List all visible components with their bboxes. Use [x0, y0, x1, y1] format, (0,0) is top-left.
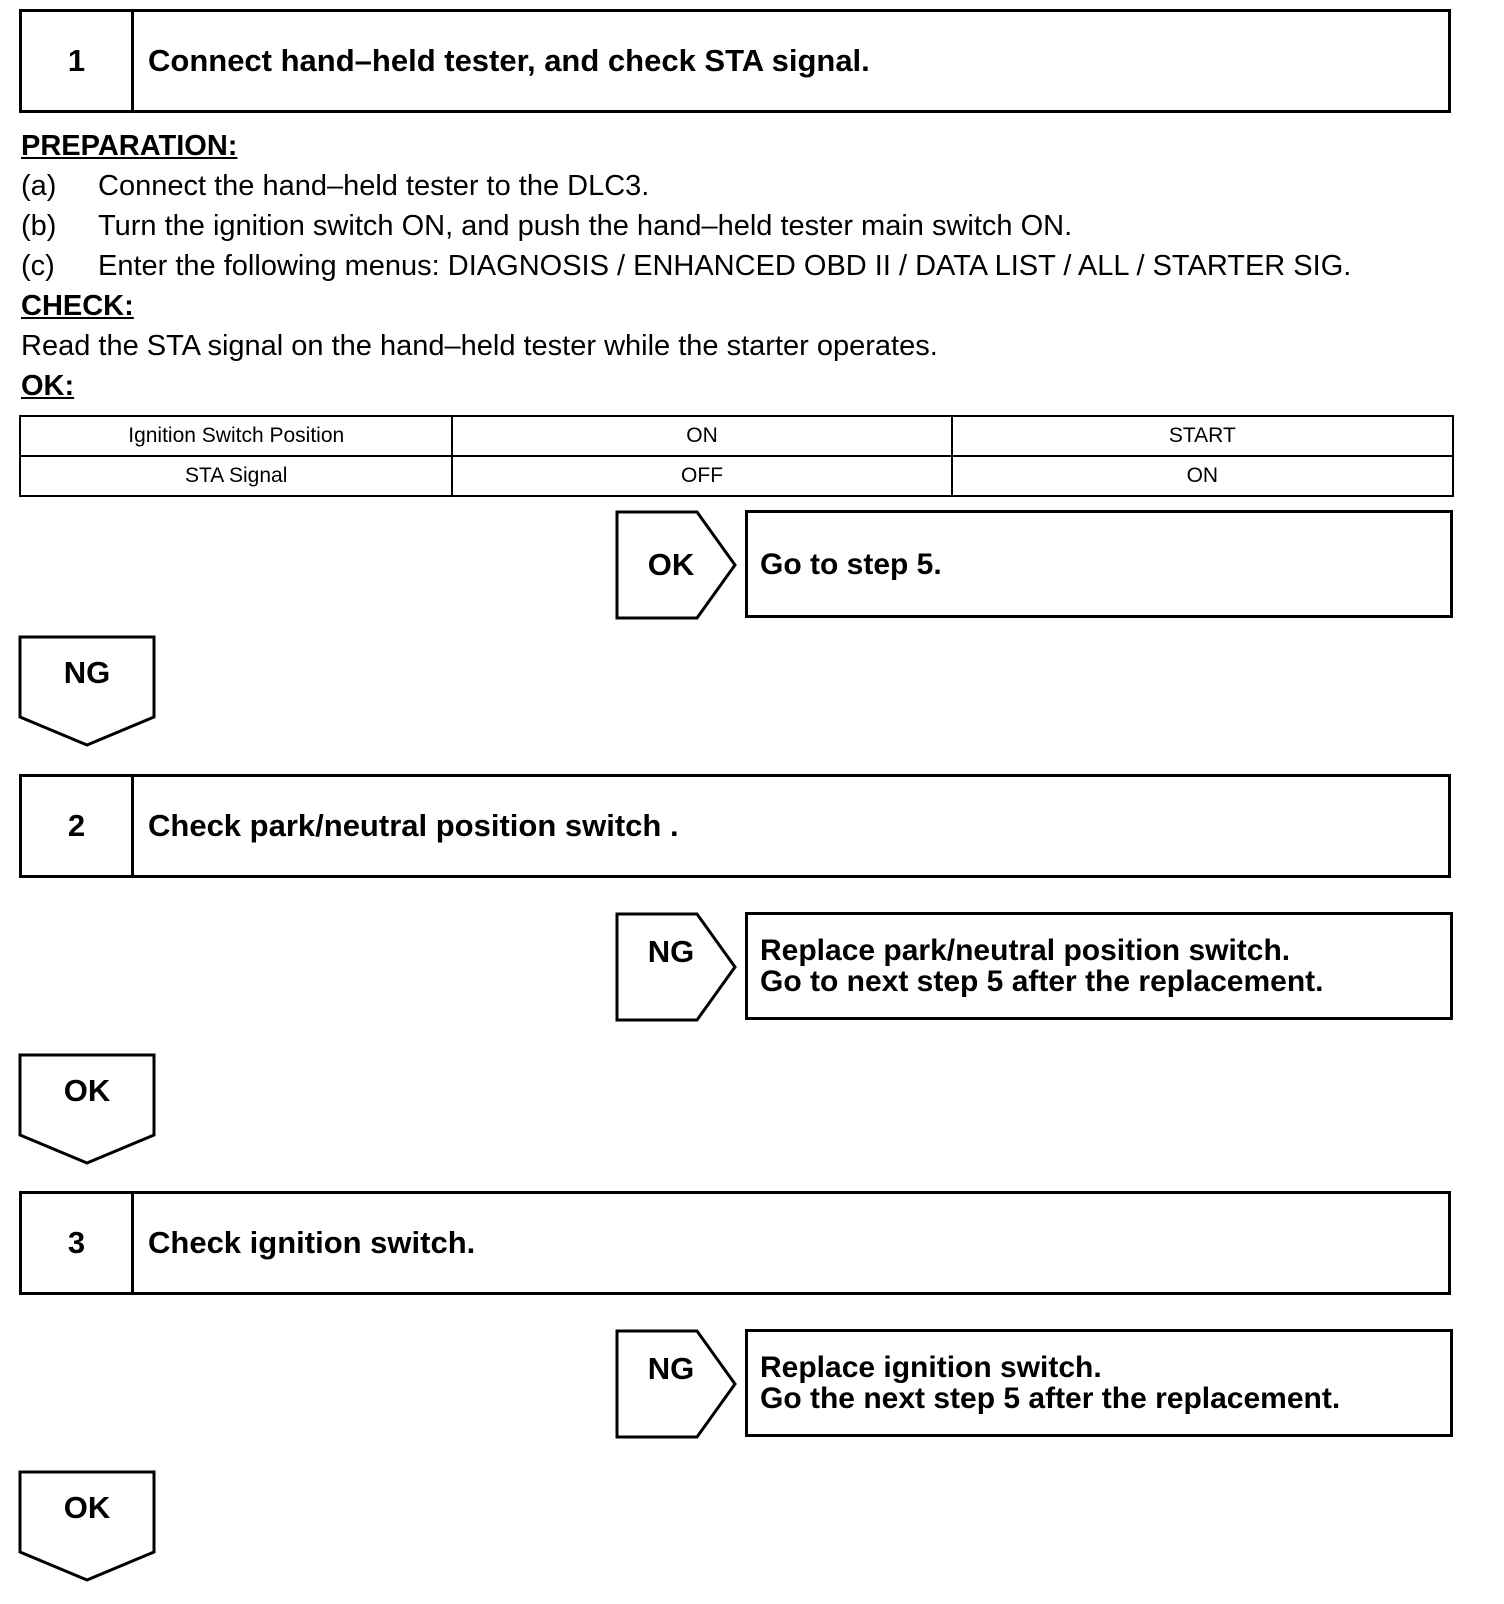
- step-title: Check ignition switch.: [148, 1225, 476, 1260]
- step-title: Check park/neutral position switch .: [148, 808, 679, 843]
- prep-item-label: (a): [21, 170, 57, 202]
- step-title: Connect hand–held tester, and check STA signal.: [148, 43, 870, 78]
- arrow-label: OK: [647, 547, 695, 582]
- ng-arrow-down: [18, 635, 156, 747]
- result-line: Replace park/neutral position switch.: [760, 934, 1291, 967]
- step-number: 2: [22, 777, 134, 875]
- ok-arrow-right: [615, 510, 739, 620]
- step-3-header: [19, 1191, 1451, 1295]
- step-2-header: [19, 774, 1451, 878]
- step-1-header: [19, 9, 1451, 113]
- table-row: [20, 456, 1453, 496]
- check-text: Read the STA signal on the hand–held tester while the starter operates.: [21, 330, 938, 362]
- arrow-label: OK: [63, 1490, 111, 1525]
- table-cell: ON: [452, 416, 951, 456]
- result-box: [745, 1329, 1453, 1437]
- ok-heading: OK:: [21, 370, 75, 402]
- result-line: Go to next step 5 after the replacement.: [760, 965, 1324, 998]
- prep-item-text: Turn the ignition switch ON, and push the hand–held tester main switch ON.: [98, 210, 1073, 242]
- step-number: 3: [22, 1194, 134, 1292]
- table-row: [20, 416, 1453, 456]
- sta-signal-table: [19, 415, 1454, 497]
- step-number: 1: [22, 12, 134, 110]
- result-box: [745, 912, 1453, 1020]
- result-line: Replace ignition switch.: [760, 1351, 1102, 1384]
- preparation-heading: PREPARATION:: [21, 130, 238, 162]
- prep-item-label: (c): [21, 250, 55, 282]
- result-line: Go to step 5.: [760, 547, 942, 581]
- result-box: [745, 510, 1453, 618]
- table-cell: Ignition Switch Position: [20, 416, 452, 456]
- arrow-label: OK: [63, 1073, 111, 1108]
- ok-arrow-down: [18, 1053, 156, 1165]
- check-heading: CHECK:: [21, 290, 134, 322]
- table-cell: ON: [952, 456, 1453, 496]
- table-cell: START: [952, 416, 1453, 456]
- prep-item-text: Enter the following menus: DIAGNOSIS / ENHANCED OBD II / DATA LIST / ALL / STARTER SIG.: [98, 250, 1352, 282]
- ng-arrow-right: [615, 1329, 739, 1439]
- arrow-label: NG: [647, 1351, 695, 1386]
- arrow-label: NG: [647, 934, 695, 969]
- result-line: Go the next step 5 after the replacement.: [760, 1382, 1341, 1415]
- ng-arrow-right: [615, 912, 739, 1022]
- table-cell: OFF: [452, 456, 951, 496]
- table-cell: STA Signal: [20, 456, 452, 496]
- ok-arrow-down: [18, 1470, 156, 1582]
- prep-item-text: Connect the hand–held tester to the DLC3.: [98, 170, 650, 202]
- prep-item-label: (b): [21, 210, 57, 242]
- arrow-label: NG: [63, 655, 111, 690]
